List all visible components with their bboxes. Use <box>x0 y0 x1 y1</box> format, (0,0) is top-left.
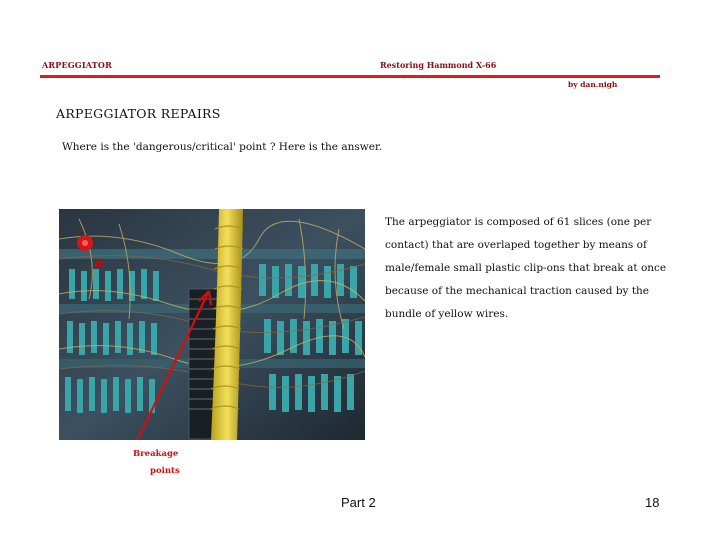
page-number: 18 <box>645 495 660 510</box>
arpeggiator-photo <box>59 209 365 440</box>
description-text: The arpeggiator is composed of 61 slices (one per contact) that are overlaped together by means of male/female small plastic clip-ons that break at once because of the mechanical traction caused by the bundle of yellow wires. <box>385 216 667 320</box>
page-title: ARPEGGIATOR REPAIRS <box>56 106 221 121</box>
header-divider <box>40 75 660 78</box>
callout-line-2: points <box>150 466 180 476</box>
author-credit: by dan.nigh <box>568 80 618 89</box>
header-document-title: Restoring Hammond X-66 <box>380 60 497 70</box>
header-section-label: ARPEGGIATOR <box>42 60 112 70</box>
intro-question: Where is the 'dangerous/critical' point ? Here is the answer. <box>62 141 383 153</box>
breakage-callout <box>133 446 183 480</box>
callout-line-1: Breakage <box>133 449 179 459</box>
footer-part-label: Part 2 <box>341 495 376 510</box>
